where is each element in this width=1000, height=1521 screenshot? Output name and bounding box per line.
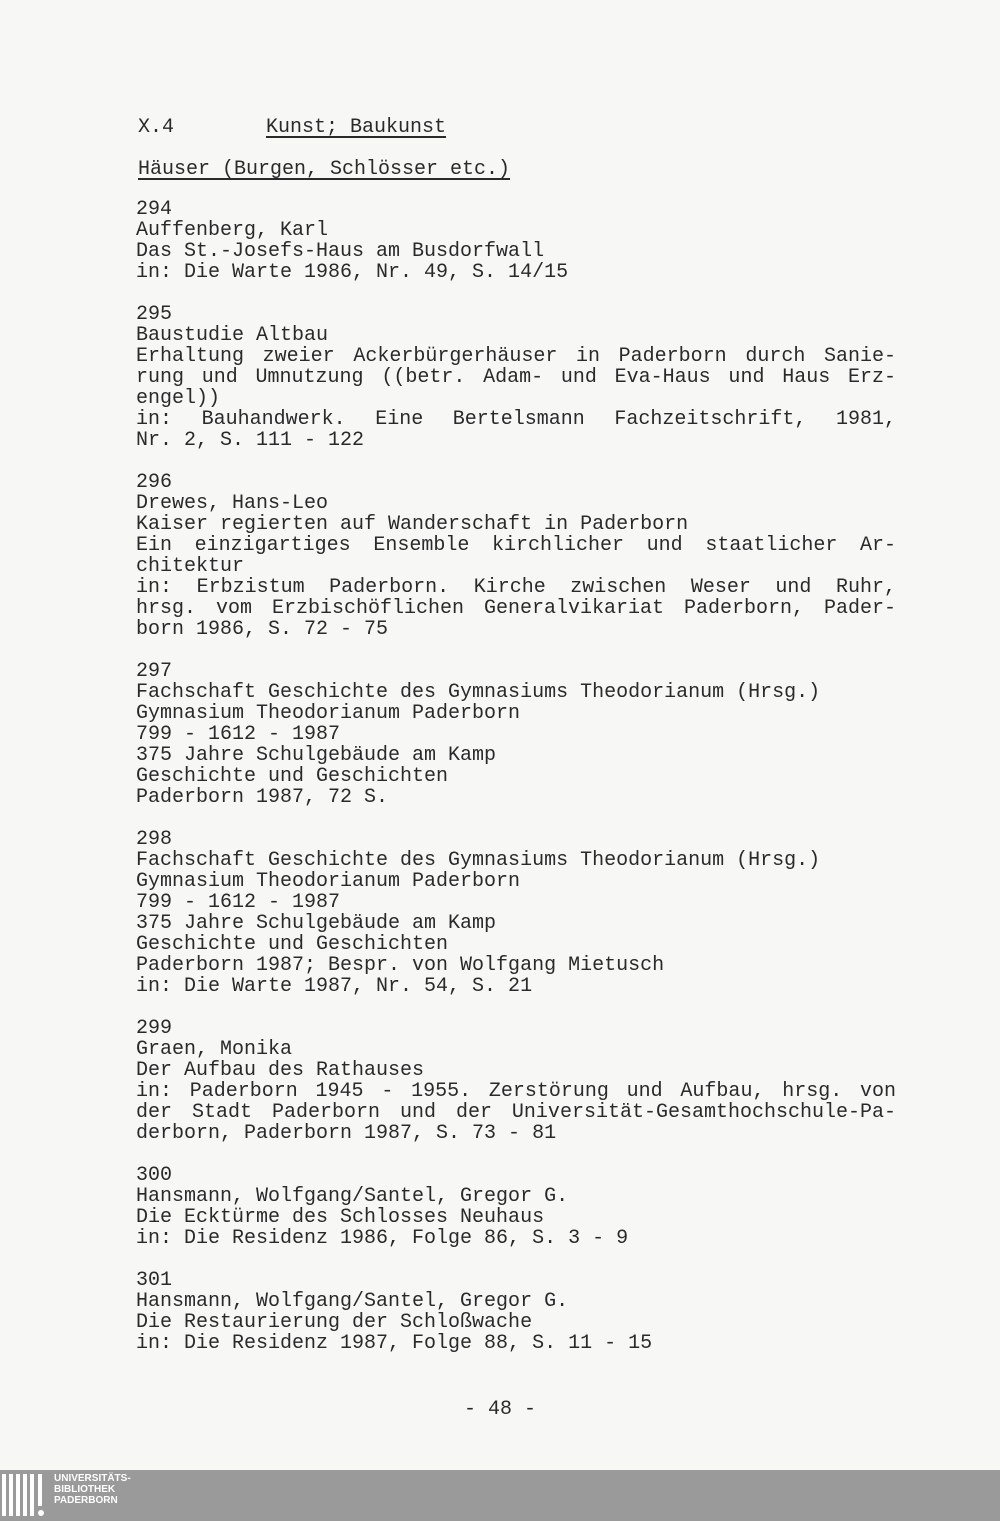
bibliography-entry — [136, 199, 896, 283]
bibliography-entry — [136, 1270, 896, 1354]
section-number: X.4 — [138, 116, 175, 139]
entry-line: engel)) — [136, 387, 221, 410]
entry-line: Drewes, Hans-Leo — [136, 492, 329, 515]
section-subtitle: Häuser (Burgen, Schlösser etc.) — [138, 158, 511, 181]
entry-line: born 1986, S. 72 - 75 — [136, 618, 389, 641]
bibliography-entry — [136, 472, 896, 640]
entry-line: 799 - 1612 - 1987 — [136, 891, 341, 914]
entry-line: in: Erbzistum Paderborn. Kirche zwischen Weser und Ruhr, — [136, 576, 896, 599]
section-heading — [138, 116, 446, 139]
entry-line: Das St.-Josefs-Haus am Busdorfwall — [136, 240, 545, 263]
entry-number: 301 — [136, 1269, 173, 1292]
entry-line: Kaiser regierten auf Wanderschaft in Paderborn — [136, 513, 689, 536]
entry-number: 299 — [136, 1017, 173, 1040]
page-number: - 48 - — [463, 1398, 536, 1421]
library-logo-text — [54, 1473, 131, 1506]
entry-number: 294 — [136, 198, 173, 221]
entry-line: Geschichte und Geschichten — [136, 933, 449, 956]
entry-line: 375 Jahre Schulgebäude am Kamp — [136, 912, 497, 935]
entry-line: Der Aufbau des Rathauses — [136, 1059, 425, 1082]
entry-line: der Stadt Paderborn und der Universität-Gesamthochschule-Pa- — [136, 1101, 896, 1124]
entry-line: Auffenberg, Karl — [136, 219, 329, 242]
entry-line: derborn, Paderborn 1987, S. 73 - 81 — [136, 1122, 557, 1145]
library-logo-icon — [0, 1470, 48, 1521]
library-footer — [0, 1470, 1000, 1521]
entry-line: Gymnasium Theodorianum Paderborn — [136, 870, 521, 893]
entry-line: Die Restaurierung der Schloßwache — [136, 1311, 533, 1334]
entry-line: Graen, Monika — [136, 1038, 293, 1061]
entry-line: Baustudie Altbau — [136, 324, 329, 347]
entry-line: 375 Jahre Schulgebäude am Kamp — [136, 744, 497, 767]
bibliography-entry — [136, 304, 896, 451]
entry-line: in: Die Residenz 1987, Folge 88, S. 11 - 15 — [136, 1332, 653, 1355]
logo-line: UNIVERSITÄTS- — [54, 1473, 131, 1484]
entry-line: Fachschaft Geschichte des Gymnasiums Theodorianum (Hrsg.) — [136, 681, 821, 704]
bibliography-entry — [136, 829, 896, 997]
entry-line: Gymnasium Theodorianum Paderborn — [136, 702, 521, 725]
entry-line: hrsg. vom Erzbischöflichen Generalvikariat Paderborn, Pader- — [136, 597, 896, 620]
entry-line: Hansmann, Wolfgang/Santel, Gregor G. — [136, 1185, 569, 1208]
entry-line: in: Paderborn 1945 - 1955. Zerstörung und Aufbau, hrsg. von — [136, 1080, 896, 1103]
entry-number: 298 — [136, 828, 173, 851]
bibliography-entry — [136, 1165, 896, 1249]
bibliography-entry — [136, 661, 896, 808]
entry-number: 295 — [136, 303, 173, 326]
entry-line: 799 - 1612 - 1987 — [136, 723, 341, 746]
entry-number: 297 — [136, 660, 173, 683]
entry-line: Die Ecktürme des Schlosses Neuhaus — [136, 1206, 545, 1229]
bibliography-entry — [136, 1018, 896, 1144]
entry-line: Erhaltung zweier Ackerbürgerhäuser in Paderborn durch Sanie- — [136, 345, 896, 368]
entry-line: Geschichte und Geschichten — [136, 765, 449, 788]
entry-line: Paderborn 1987; Bespr. von Wolfgang Mietusch — [136, 954, 665, 977]
bibliography-list — [136, 199, 896, 1375]
entry-line: rung und Umnutzung ((betr. Adam- und Eva-Haus und Haus Erz- — [136, 366, 896, 389]
entry-line: chitektur — [136, 555, 245, 578]
entry-line: Hansmann, Wolfgang/Santel, Gregor G. — [136, 1290, 569, 1313]
entry-line: in: Die Residenz 1986, Folge 86, S. 3 - 9 — [136, 1227, 629, 1250]
entry-number: 296 — [136, 471, 173, 494]
entry-line: in: Die Warte 1987, Nr. 54, S. 21 — [136, 975, 533, 998]
logo-line: BIBLIOTHEK — [54, 1484, 116, 1495]
entry-line: in: Bauhandwerk. Eine Bertelsmann Fachzeitschrift, 1981, — [136, 408, 896, 431]
entry-number: 300 — [136, 1164, 173, 1187]
entry-line: Ein einzigartiges Ensemble kirchlicher und staatlicher Ar- — [136, 534, 896, 557]
entry-line: Paderborn 1987, 72 S. — [136, 786, 389, 809]
entry-line: Nr. 2, S. 111 - 122 — [136, 429, 365, 452]
section-title: Kunst; Baukunst — [266, 116, 447, 139]
entry-line: Fachschaft Geschichte des Gymnasiums Theodorianum (Hrsg.) — [136, 849, 821, 872]
logo-line: PADERBORN — [54, 1495, 118, 1506]
entry-line: in: Die Warte 1986, Nr. 49, S. 14/15 — [136, 261, 569, 284]
